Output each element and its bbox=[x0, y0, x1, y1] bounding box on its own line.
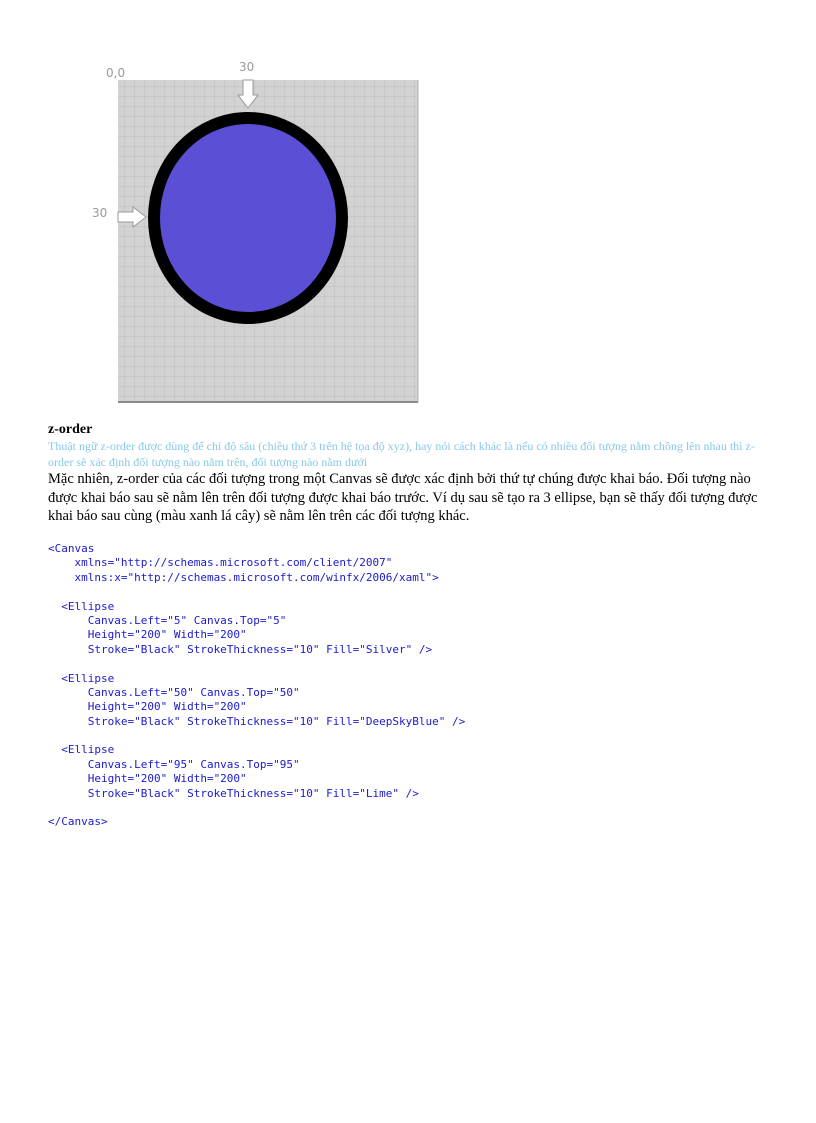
canvas-figure bbox=[84, 56, 424, 406]
code-line: </Canvas> bbox=[48, 815, 108, 829]
code-line: Canvas.Left="5" Canvas.Top="5" bbox=[48, 613, 287, 627]
code-line bbox=[48, 585, 465, 599]
section-heading: z-order bbox=[48, 422, 93, 437]
body-paragraph: Mặc nhiên, z-order của các đối tượng trong một Canvas sẽ được xác định bởi thứ tự chúng được khai báo. Đối tượng nào được khai báo sau sẽ nằm lên trên đối tượng được khai báo trước. Ví dụ sau sẽ tạo ra 3 ellipse, bạn sẽ thấy đối tượng được khai báo sau cùng (màu xanh lá cây) sẽ nằm lên trên các đối tượng khác. bbox=[48, 471, 758, 524]
code-block bbox=[48, 542, 465, 830]
code-line: Stroke="Black" StrokeThickness="10" Fill="Lime" /> bbox=[48, 786, 419, 800]
code-line bbox=[48, 729, 465, 743]
code-line: <Ellipse bbox=[48, 599, 115, 613]
code-line: Height="200" Width="200" bbox=[48, 772, 247, 786]
demo-ellipse bbox=[154, 118, 342, 318]
code-line: Stroke="Black" StrokeThickness="10" Fill="Silver" /> bbox=[48, 642, 433, 656]
top-offset-label: 30 bbox=[239, 60, 255, 74]
code-line: Height="200" Width="200" bbox=[48, 700, 247, 714]
code-line: <Ellipse bbox=[48, 743, 115, 757]
code-line: Height="200" Width="200" bbox=[48, 628, 247, 642]
code-line: xmlns:x="http://schemas.microsoft.com/winfx/2006/xaml"> bbox=[48, 570, 439, 584]
left-offset-label: 30 bbox=[92, 206, 108, 220]
origin-label: 0,0 bbox=[106, 66, 126, 80]
code-line bbox=[48, 801, 465, 815]
code-line: <Ellipse bbox=[48, 671, 115, 685]
code-line: xmlns="http://schemas.microsoft.com/client/2007" bbox=[48, 556, 393, 570]
canvas-illustration bbox=[84, 56, 424, 406]
code-line: Canvas.Left="50" Canvas.Top="50" bbox=[48, 685, 300, 699]
code-line: Stroke="Black" StrokeThickness="10" Fill="DeepSkyBlue" /> bbox=[48, 714, 466, 728]
code-line bbox=[48, 657, 465, 671]
code-line: Canvas.Left="95" Canvas.Top="95" bbox=[48, 757, 300, 771]
definition-note: Thuật ngữ z-order được dùng để chỉ độ sâu (chiều thứ 3 trên hệ tọa độ xyz), hay nói cách khác là nếu có nhiều đối tượng nằm chồng lên nhau thì z-order sẽ xác định đối tượng nào nằm trên, đối tượng nào nằm dưới bbox=[48, 439, 755, 469]
code-line: <Canvas bbox=[48, 542, 95, 555]
